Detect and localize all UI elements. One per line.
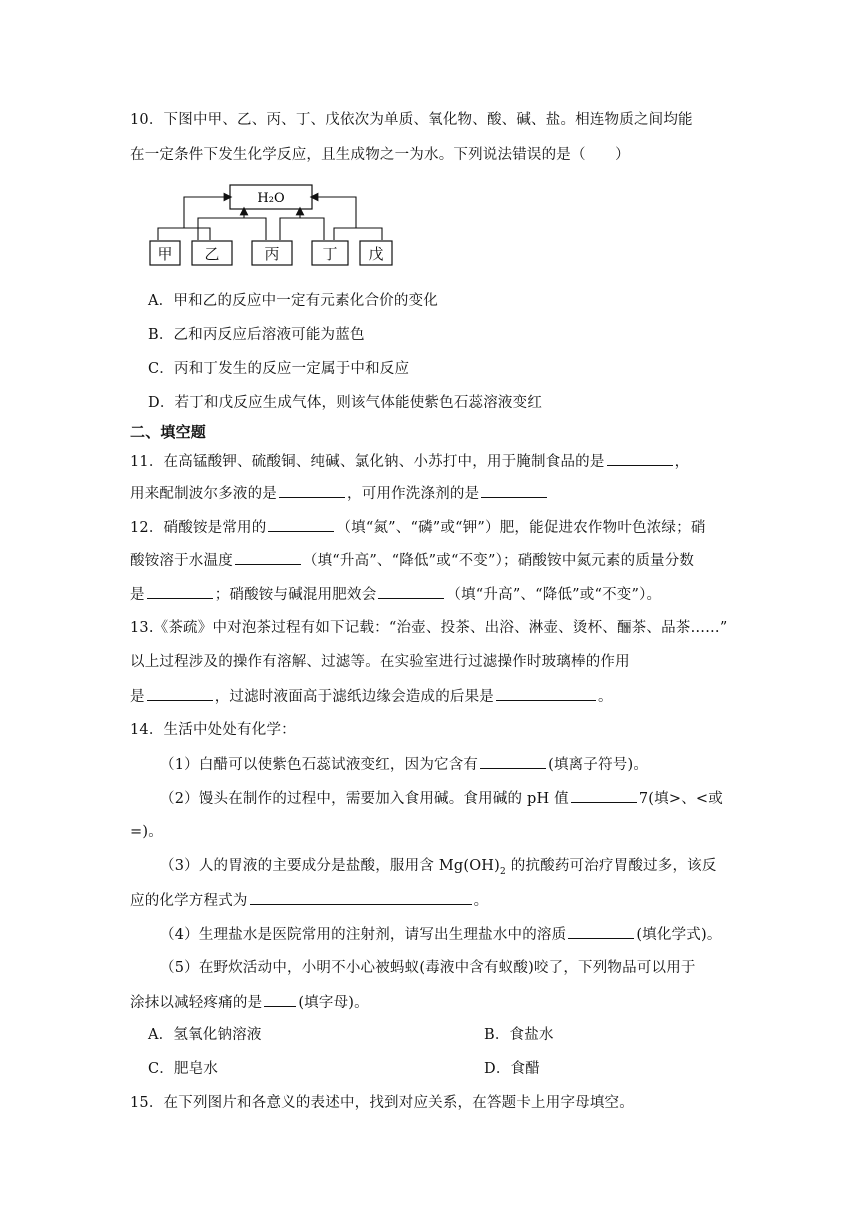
q12-line2 [130,550,694,571]
q11-text-1b: ， [674,454,690,470]
q12-blank-3[interactable] [147,584,213,599]
q11-text-1a: 11．在高锰酸钾、硫酸铜、纯碱、氯化钠、小苏打中，用于腌制食品的是 [130,454,605,470]
q14-stem: 14．生活中处处有化学： [130,722,296,738]
q14-blank-3[interactable] [250,890,472,905]
box-wu-label: 戊 [368,245,384,263]
q14-text-5c: (填字母)。 [298,995,369,1011]
connector-ding-wu [334,228,382,240]
q14-blank-5[interactable] [264,992,296,1007]
q12-text-2b: （填“升高”、“降低”或“不变”）；硝酸铵中氮元素的质量分数 [302,553,695,569]
q14-text-3c: 应的化学方程式为 [130,893,248,909]
q10-option-d: D．若丁和戊反应生成气体，则该气体能使紫色石蕊溶液变红 [148,395,543,411]
q12-blank-4[interactable] [378,584,444,599]
q14-text-3b: 的抗酸药可治疗胃酸过多，该反 [505,858,717,874]
q11-blank-1[interactable] [607,451,673,466]
q14-text-4a: （4）生理盐水是医院常用的注射剂，请写出生理盐水中的溶质 [160,927,567,943]
q14-part4 [160,924,722,945]
q14-blank-4[interactable] [568,924,634,939]
reaction-diagram [148,183,398,269]
connector-yi-bing [198,218,266,240]
box-bing-label: 丙 [264,245,280,263]
q15-stem: 15．在下列图片和各意义的表述中，找到对应关系，在答题卡上用字母填空。 [130,1095,634,1111]
q12-line1 [130,517,706,538]
q12-line3 [130,584,661,605]
q11-blank-3[interactable] [481,483,547,498]
q14-option-d: D．食醋 [484,1061,540,1077]
q10-stem-line2: 在一定条件下发生化学反应，且生成物之一为水。下列说法错误的是（ ） [130,147,630,163]
q14-part2-cont: =)。 [130,824,163,840]
q14-blank-2[interactable] [571,788,637,803]
section-title-fill-blank: 二、填空题 [130,423,207,441]
q12-text-1b: （填“氮”、“磷”或“钾”）肥，能促进农作物叶色浓绿；硝 [336,520,706,536]
q12-blank-1[interactable] [268,517,334,532]
q13-line3 [130,686,613,707]
q13-text-3a: 是 [130,689,145,705]
connector-bing-ding [280,218,324,240]
q11-blank-2[interactable] [279,483,345,498]
q10-option-c: C．丙和丁发生的反应一定属于中和反应 [148,361,410,377]
box-jia-label: 甲 [157,245,173,263]
q11-text-2b: ，可用作洗涤剂的是 [347,486,480,502]
q14-part5-cont [130,992,369,1013]
q12-text-3c: （填“升高”、“降低”或“不变”）。 [446,587,662,603]
arrow-ding-wu [314,197,356,228]
q10-stem-line1: 10．下图中甲、乙、丙、丁、戊依次为单质、氧化物、酸、碱、盐。相连物质之间均能 [130,112,693,128]
q14-subscript-2: 2 [500,866,506,877]
q14-part2 [160,788,723,809]
q12-text-3b: ；硝酸铵与碱混用肥效会 [214,587,377,603]
q14-part5: （5）在野炊活动中，小明不小心被蚂蚁(毒液中含有蚁酸)咬了，下列物品可以用于 [160,960,696,976]
q13-blank-1[interactable] [147,686,213,701]
q14-text-3a: （3）人的胃液的主要成分是盐酸，服用含 Mg(OH) [160,858,501,874]
connector-jia-yi [158,228,210,240]
q14-part3 [160,856,717,882]
box-ding-label: 丁 [322,245,338,263]
q13-line1: 13.《茶疏》中对泡茶过程有如下记载：“治壶、投茶、出浴、淋壶、烫杯、酾茶、品茶……” [130,620,728,636]
q14-text-3d: 。 [473,893,489,909]
q12-text-3a: 是 [130,587,145,603]
q13-blank-2[interactable] [496,686,596,701]
q14-text-1b: (填离子符号)。 [548,757,649,773]
q13-line2: 以上过程涉及的操作有溶解、过滤等。在实验室进行过滤操作时玻璃棒的作用 [130,654,630,670]
q14-text-2a: （2）馒头在制作的过程中，需要加入食用碱。食用碱的 pH 值 [160,791,569,807]
q14-option-c: C．肥皂水 [148,1061,219,1077]
q14-part3-cont [130,890,488,911]
q14-option-b: B．食盐水 [484,1027,554,1043]
q12-text-1a: 12．硝酸铵是常用的 [130,520,267,536]
q14-blank-1[interactable] [480,754,546,769]
q11-line2 [130,483,549,504]
arrow-jia-yi [184,197,228,228]
q13-text-3c: 。 [598,689,613,705]
q10-option-a: A．甲和乙的反应中一定有元素化合价的变化 [148,293,438,309]
q14-text-2b: 7(填>、<或 [638,791,723,807]
q13-text-3b: ，过滤时液面高于滤纸边缘会造成的后果是 [214,689,495,705]
box-yi-label: 乙 [204,245,220,263]
q10-option-b: B．乙和丙反应后溶液可能为蓝色 [148,327,365,343]
q14-text-1a: （1）白醋可以使紫色石蕊试液变红，因为它含有 [160,757,479,773]
q12-blank-2[interactable] [235,550,301,565]
q11-line1 [130,451,689,472]
q12-text-2a: 酸铵溶于水温度 [130,553,233,569]
q14-option-a: A．氢氧化钠溶液 [148,1027,262,1043]
q14-text-4b: (填化学式)。 [636,927,722,943]
q11-text-2a: 用来配制波尔多液的是 [130,486,277,502]
h2o-label: H₂O [257,191,285,206]
q14-part1 [160,754,648,775]
q14-text-5b: 涂抹以减轻疼痛的是 [130,995,263,1011]
